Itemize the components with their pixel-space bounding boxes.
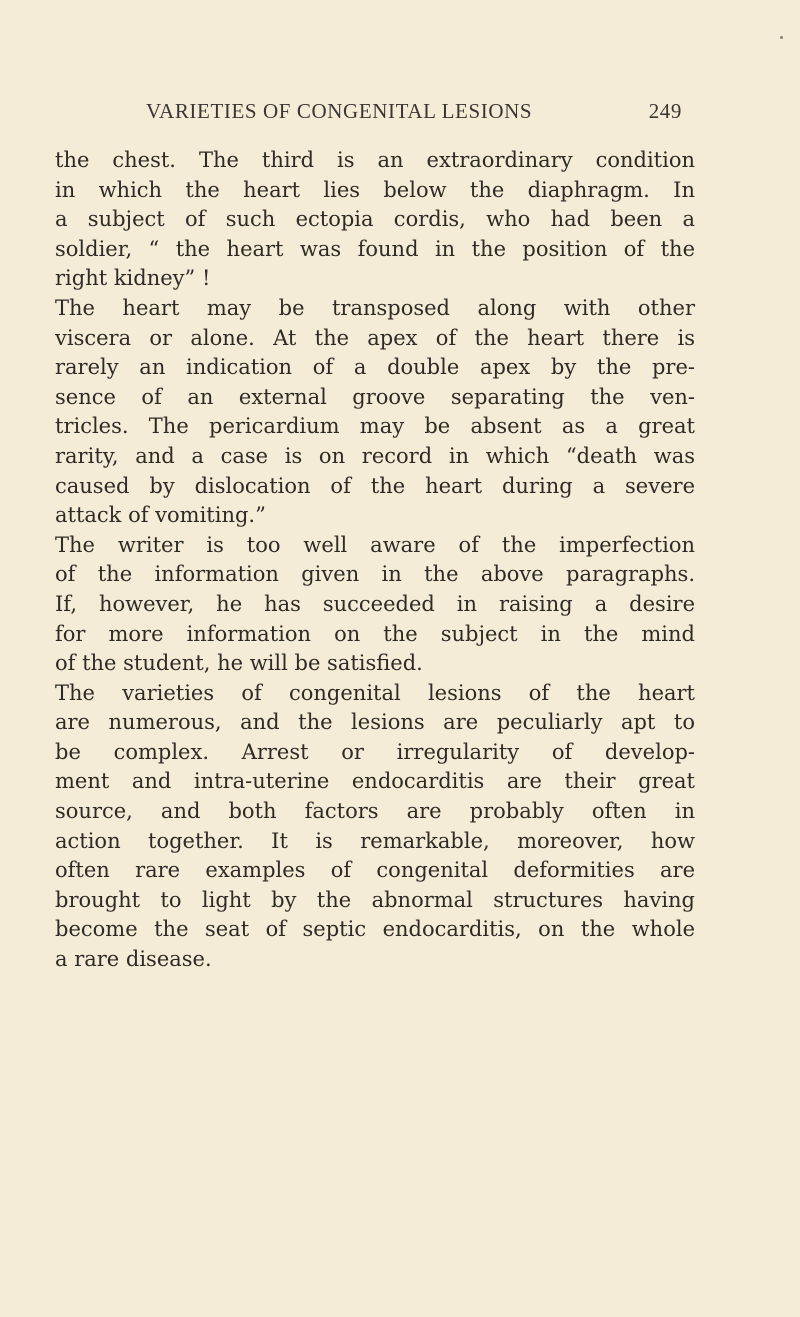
text-line: action together. It is remarkable, moreover, how [55,828,695,853]
text-line: the chest. The third is an extraordinary condition [55,148,695,172]
text-line: caused by dislocation of the heart during a severe [55,473,695,498]
text-line: a subject of such ectopia cordis, who had been a [55,207,695,232]
text-line: tricles. The pericardium may be absent as a great [55,414,695,439]
text-line: The heart may be transposed along with other [55,295,695,320]
text-line: for more information on the subject in the mind [55,621,695,646]
page-number: 249 [648,99,682,123]
text-line: The varieties of congenital lesions of the heart [55,680,695,705]
text-line: rarity, and a case is on record in which “death was [55,443,695,468]
text-line: often rare examples of congenital deformities are [55,858,695,883]
text-line: ment and intra-uterine endocarditis are their great [55,769,695,794]
text-line: right kidney” ! [55,266,211,291]
text-line: sence of an external groove separating the ven- [55,384,695,409]
text-line: attack of vomiting.” [55,503,266,528]
text-line: If, however, he has succeeded in raising a desire [55,591,695,616]
text-line: rarely an indication of a double apex by the pre- [55,355,695,380]
paper-speck [780,36,783,39]
text-line: are numerous, and the lesions are peculiarly apt to [55,710,695,735]
text-line: become the seat of septic endocarditis, on the whole [55,917,695,942]
text-line: in which the heart lies below the diaphragm. In [55,177,695,202]
text-line: The writer is too well aware of the imperfection [55,532,695,557]
text-line: of the student, he will be satisfied. [55,651,423,676]
text-line: source, and both factors are probably often in [55,799,695,824]
text-line: soldier, “ the heart was found in the position of the [55,236,695,261]
text-line: be complex. Arrest or irregularity of develop- [55,739,695,764]
chapter-title: VARIETIES OF CONGENITAL LESIONS [146,99,533,123]
text-line: a rare disease. [55,947,212,972]
body-text [55,146,695,975]
text-line: viscera or alone. At the apex of the heart there is [55,325,695,350]
text-line: brought to light by the abnormal structures having [55,887,695,912]
text-line: of the information given in the above paragraphs. [55,562,695,587]
running-head [146,99,682,129]
